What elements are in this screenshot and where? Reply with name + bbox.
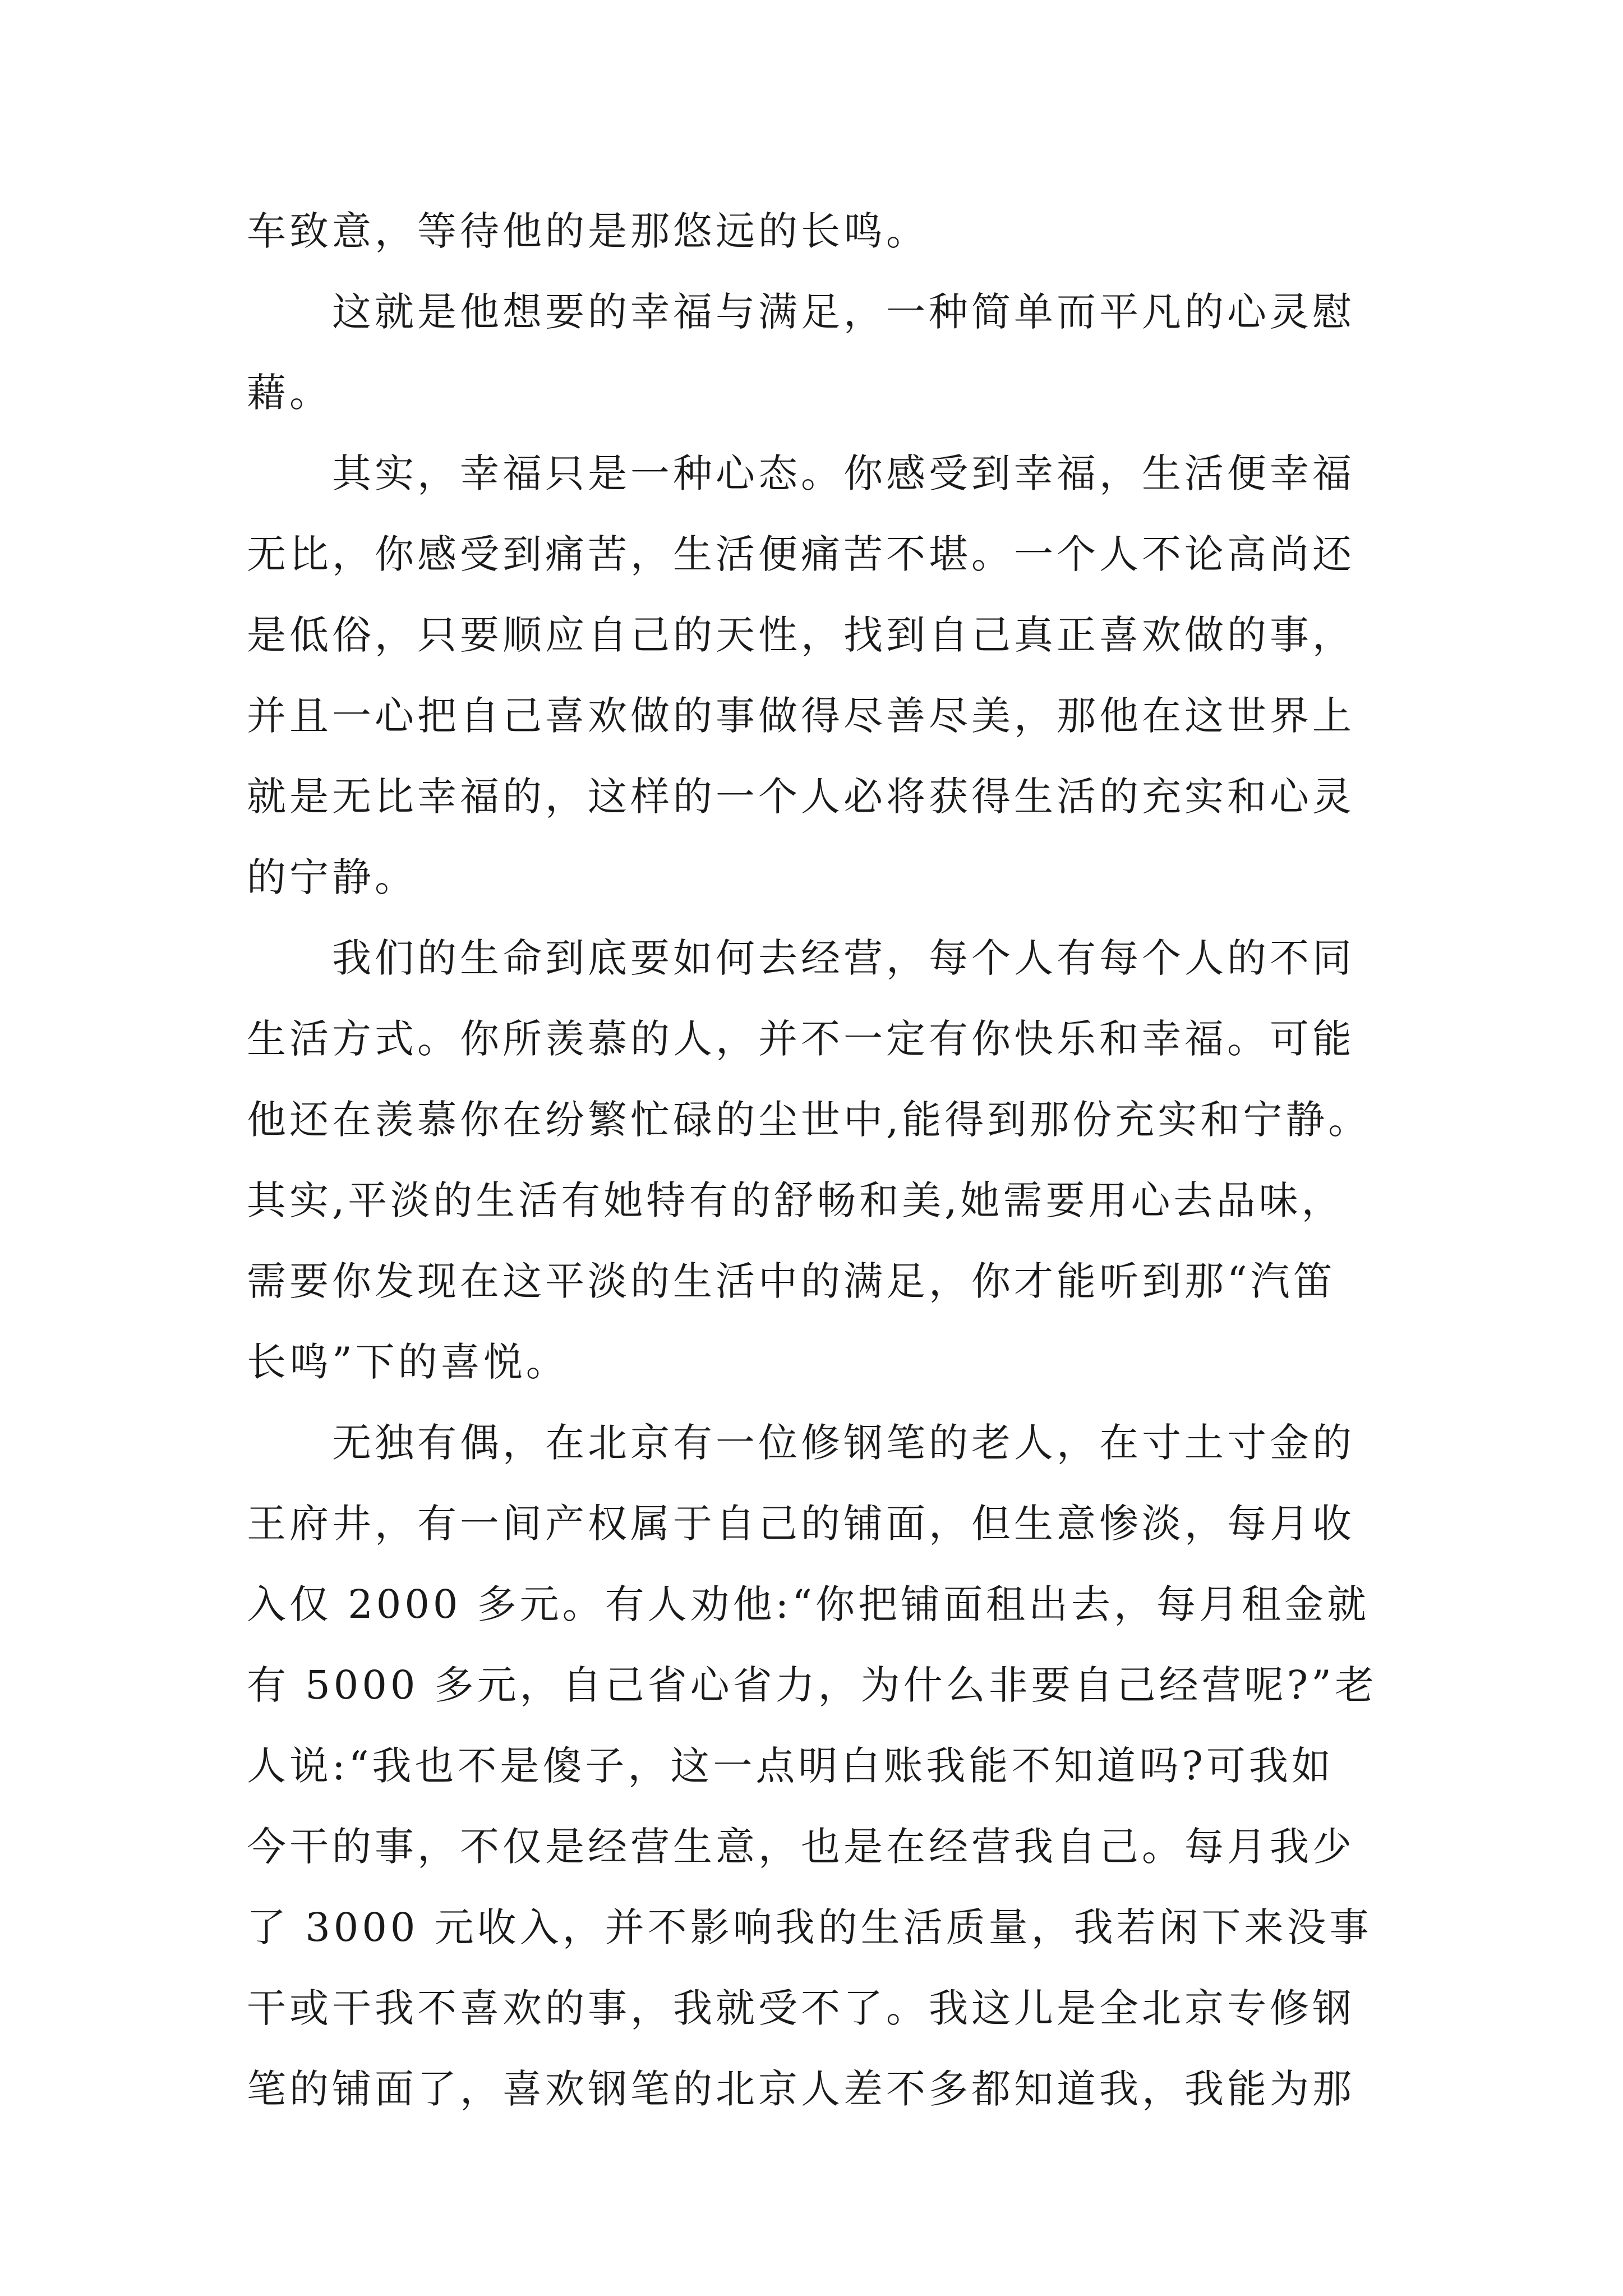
text-line: 是低俗，只要顺应自己的天性，找到自己真正喜欢做的事，: [247, 612, 1355, 658]
text-line: 入仅 2000 多元。有人劝他:“你把铺面租出去，每月租金就: [247, 1581, 1370, 1627]
text-line: 生活方式。你所羡慕的人，并不一定有你快乐和幸福。可能: [247, 1016, 1355, 1062]
text-line: 干或干我不喜欢的事，我就受不了。我这儿是全北京专修钢: [247, 1985, 1355, 2031]
text-line: 王府井，有一间产权属于自己的铺面，但生意惨淡，每月收: [247, 1501, 1355, 1547]
text-line: 他还在羡慕你在纷繁忙碌的尘世中,能得到那份充实和宁静。: [247, 1097, 1371, 1143]
text-line: 了 3000 元收入，并不影响我的生活质量，我若闲下来没事: [247, 1904, 1372, 1950]
text-line: 今干的事，不仅是经营生意，也是在经营我自己。每月我少: [247, 1824, 1355, 1870]
body-text: [247, 191, 1391, 2129]
text-line: 这就是他想要的幸福与满足，一种简单而平凡的心灵慰: [332, 289, 1355, 335]
text-line: 其实，幸福只是一种心态。你感受到幸福，生活便幸福: [332, 450, 1355, 496]
text-line: 并且一心把自己喜欢做的事做得尽善尽美，那他在这世界上: [247, 693, 1355, 739]
text-line: 有 5000 多元，自己省心省力，为什么非要自己经营呢?”老: [247, 1662, 1377, 1708]
text-line: 就是无比幸福的，这样的一个人必将获得生活的充实和心灵: [247, 774, 1355, 820]
text-line: 需要你发现在这平淡的生活中的满足，你才能听到那“汽笛: [247, 1258, 1336, 1304]
text-line: 车致意，等待他的是那悠远的长鸣。: [247, 208, 929, 254]
text-line: 我们的生命到底要如何去经营，每个人有每个人的不同: [332, 935, 1355, 981]
text-line: 长鸣”下的喜悦。: [247, 1339, 569, 1385]
text-line: 笔的铺面了，喜欢钢笔的北京人差不多都知道我，我能为那: [247, 2066, 1355, 2112]
text-line: 人说:“我也不是傻子，这一点明白账我能不知道吗?可我如: [247, 1743, 1334, 1789]
text-line: 的宁静。: [247, 854, 417, 900]
text-line: 无独有偶，在北京有一位修钢笔的老人，在寸土寸金的: [332, 1420, 1355, 1466]
text-line: 藉。: [247, 370, 332, 416]
text-line: 其实,平淡的生活有她特有的舒畅和美,她需要用心去品味，: [247, 1177, 1344, 1223]
text-line: 无比，你感受到痛苦，生活便痛苦不堪。一个人不论高尚还: [247, 531, 1355, 577]
